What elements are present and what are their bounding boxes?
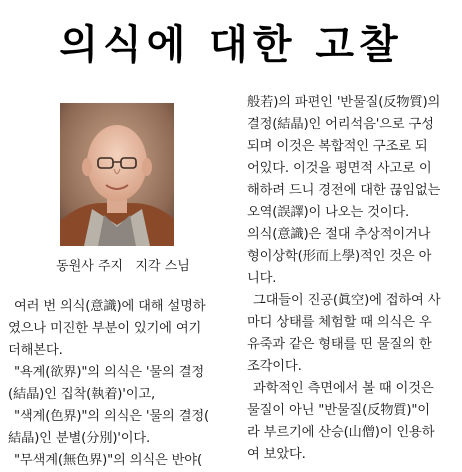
body-line: 물질이 아닌 "반물질(反物質)"이 <box>247 403 430 418</box>
body-line: 유죽과 같은 형태를 띤 물질의 한 <box>247 337 432 352</box>
body-line: 마디 상태를 체험할 때 의식은 우 <box>247 315 432 330</box>
body-line: (結晶)인 집착(執着)'이고, <box>8 387 156 402</box>
body-line: 해하려 드니 경전에 대한 끊임없는 <box>247 183 441 198</box>
body-line: 오역(誤譯)이 나오는 것이다. <box>247 205 410 220</box>
body-line: "색계(色界)"의 의식은 '물의 결정( <box>14 409 209 424</box>
body-line: 더해본다. <box>8 343 63 358</box>
body-line: 조각이다. <box>247 359 302 374</box>
author-name: 지각 스님 <box>135 259 190 274</box>
body-column-right <box>247 92 457 466</box>
body-line: 되며 이것은 복합적인 구조로 되 <box>247 139 428 154</box>
body-line: "욕계(欲界)"의 의식은 '물의 결정 <box>14 365 204 380</box>
author-caption <box>18 258 228 276</box>
body-column-left <box>8 296 230 472</box>
body-line: 그대들이 진공(眞空)에 접하여 사 <box>253 293 441 308</box>
body-line: "무색계(無色界)"의 의식은 반야( <box>14 453 202 468</box>
body-line: 結晶)인 분별(分別)'이다. <box>8 431 151 446</box>
body-line: 결정(結晶)인 어리석음'으로 구성 <box>247 117 434 132</box>
body-line: 과학적인 측면에서 볼 때 이것은 <box>253 381 434 396</box>
body-line: 어있다. 이것을 평면적 사고로 이 <box>247 161 432 176</box>
body-line: 라 부르기에 산승(山僧)이 인용하 <box>247 425 435 440</box>
body-line: 여 보았다. <box>247 447 306 462</box>
body-line: 니다. <box>247 271 277 286</box>
body-line: 였으나 미진한 부분이 있기에 여기 <box>8 321 202 336</box>
author-portrait <box>60 103 174 246</box>
temple-role: 동원사 주지 <box>56 259 124 274</box>
body-line: 의식(意識)은 절대 추상적이거나 <box>247 227 431 242</box>
body-line: 般若)의 파편인 '반물질(反物質)의 <box>247 95 441 110</box>
body-line: 여러 번 의식(意識)에 대해 설명하 <box>14 299 206 314</box>
body-line: 형이상학(形而上學)적인 것은 아 <box>247 249 432 264</box>
article-title: 의식에 대한 고찰 <box>59 22 403 68</box>
